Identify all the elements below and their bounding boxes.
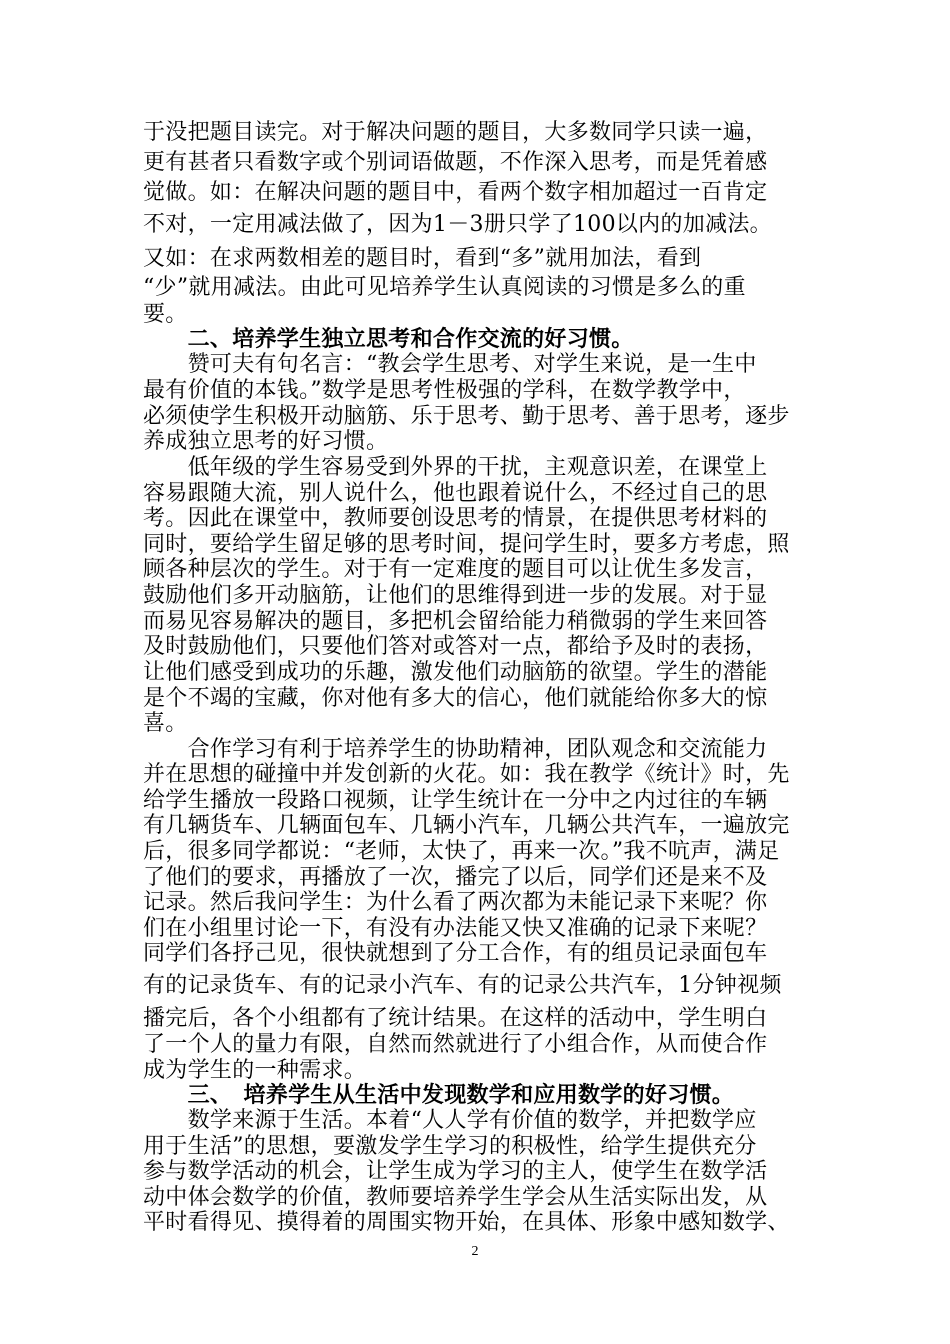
text-line: 容易跟随大流，别人说什么，他也跟着说什么，不经过自己的思 — [143, 481, 768, 506]
text-line: 喜。 — [143, 711, 188, 736]
text-line: 让他们感受到成功的乐趣，激发他们动脑筋的欲望。学生的潜能 — [143, 660, 768, 685]
text-line: 动中体会数学的价值，教师要培养学生学会从生活实际出发，从 — [143, 1185, 768, 1210]
text-line: 及时鼓励他们，只要他们答对或答对一点，都给予及时的表扬， — [143, 634, 768, 659]
text-line: 觉做。如：在解决问题的题目中，看两个数字相加超过一百肯定 — [143, 180, 768, 205]
text-line: 后，很多同学都说：“老师，太快了，再来一次。”我不吭声，满足 — [143, 839, 780, 864]
text-line: 而易见容易解决的题目，多把机会留给能力稍微弱的学生来回答 — [143, 609, 768, 634]
text-line: 同学们各抒己见，很快就想到了分工合作，有的组员记录面包车 — [143, 941, 768, 966]
page-number: 2 — [471, 1244, 479, 1259]
text-line: 有的记录货车、有的记录小汽车、有的记录公共汽车，1分钟视频 — [143, 973, 782, 998]
text-line: 鼓励他们多开动脑筋，让他们的思维得到进一步的发展。对于显 — [143, 583, 768, 608]
text-line: 给学生播放一段路口视频，让学生统计在一分中之内过往的车辆 — [143, 788, 768, 813]
text-line: 了一个人的量力有限，自然而然就进行了小组合作，从而使合作 — [143, 1032, 768, 1057]
section-heading-3: 三、 培养学生从生活中发现数学和应用数学的好习惯。 — [143, 1082, 735, 1108]
text-line: 成为学生的一种需求。 — [143, 1058, 367, 1083]
text-line: 并在思想的碰撞中并发创新的火花。如：我在教学《统计》时，先 — [143, 762, 790, 787]
text-line: 们在小组里讨论一下，有没有办法能又快又准确的记录下来呢？ — [143, 916, 768, 941]
text-line: 用于生活”的思想，要激发学生学习的积极性，给学生提供充分 — [143, 1134, 757, 1159]
text-line: “少”就用减法。由此可见培养学生认真阅读的习惯是多么的重 — [143, 275, 746, 300]
text-line: 同时，要给学生留足够的思考时间，提问学生时，要多方考虑，照 — [143, 532, 790, 557]
text-line: 了他们的要求，再播放了一次，播完了以后，同学们还是来不及 — [143, 865, 768, 890]
text-line: 最有价值的本钱。”数学是思考性极强的学科，在数学教学中， — [143, 378, 746, 403]
text-line: 不对，一定用减法做了，因为1－3册只学了100以内的加减法。 — [143, 212, 772, 237]
text-line: 于没把题目读完。对于解决问题的题目，大多数同学只读一遍， — [143, 120, 768, 145]
text-line: 考。因此在课堂中，教师要创设思考的情景，在提供思考材料的 — [143, 506, 768, 531]
text-line: 播完后，各个小组都有了统计结果。在这样的活动中，学生明白 — [143, 1006, 768, 1031]
text-line: 是个不竭的宝藏，你对他有多大的信心，他们就能给你多大的惊 — [143, 686, 768, 711]
section-heading-2: 二、培养学生独立思考和合作交流的好习惯。 — [143, 326, 634, 352]
text-line: 参与数学活动的机会，让学生成为学习的主人，使学生在数学活 — [143, 1159, 768, 1184]
text-line: 记录。然后我问学生：为什么看了两次都为未能记录下来呢？你 — [143, 890, 768, 915]
text-line: 养成独立思考的好习惯。 — [143, 429, 389, 454]
text-line: 低年级的学生容易受到外界的干扰，主观意识差，在课堂上 — [143, 455, 768, 480]
text-line: 必须使学生积极开动脑筋、乐于思考、勤于思考、善于思考，逐步 — [143, 404, 790, 429]
text-line: 又如：在求两数相差的题目时，看到“多”就用加法，看到 — [143, 246, 702, 271]
text-line: 平时看得见、摸得着的周围实物开始，在具体、形象中感知数学、 — [143, 1210, 790, 1235]
text-line: 合作学习有利于培养学生的协助精神，团队观念和交流能力 — [143, 737, 768, 762]
text-line: 赞可夫有句名言：“教会学生思考、对学生来说，是一生中 — [143, 352, 757, 377]
text-line: 顾各种层次的学生。对于有一定难度的题目可以让优生多发言， — [143, 557, 768, 582]
text-line: 要。 — [143, 302, 188, 327]
text-line: 数学来源于生活。本着“人人学有价值的数学，并把数学应 — [143, 1108, 757, 1133]
text-line: 有几辆货车、几辆面包车、几辆小汽车，几辆公共汽车，一遍放完 — [143, 813, 790, 838]
text-line: 更有甚者只看数字或个别词语做题，不作深入思考，而是凭着感 — [143, 150, 768, 175]
